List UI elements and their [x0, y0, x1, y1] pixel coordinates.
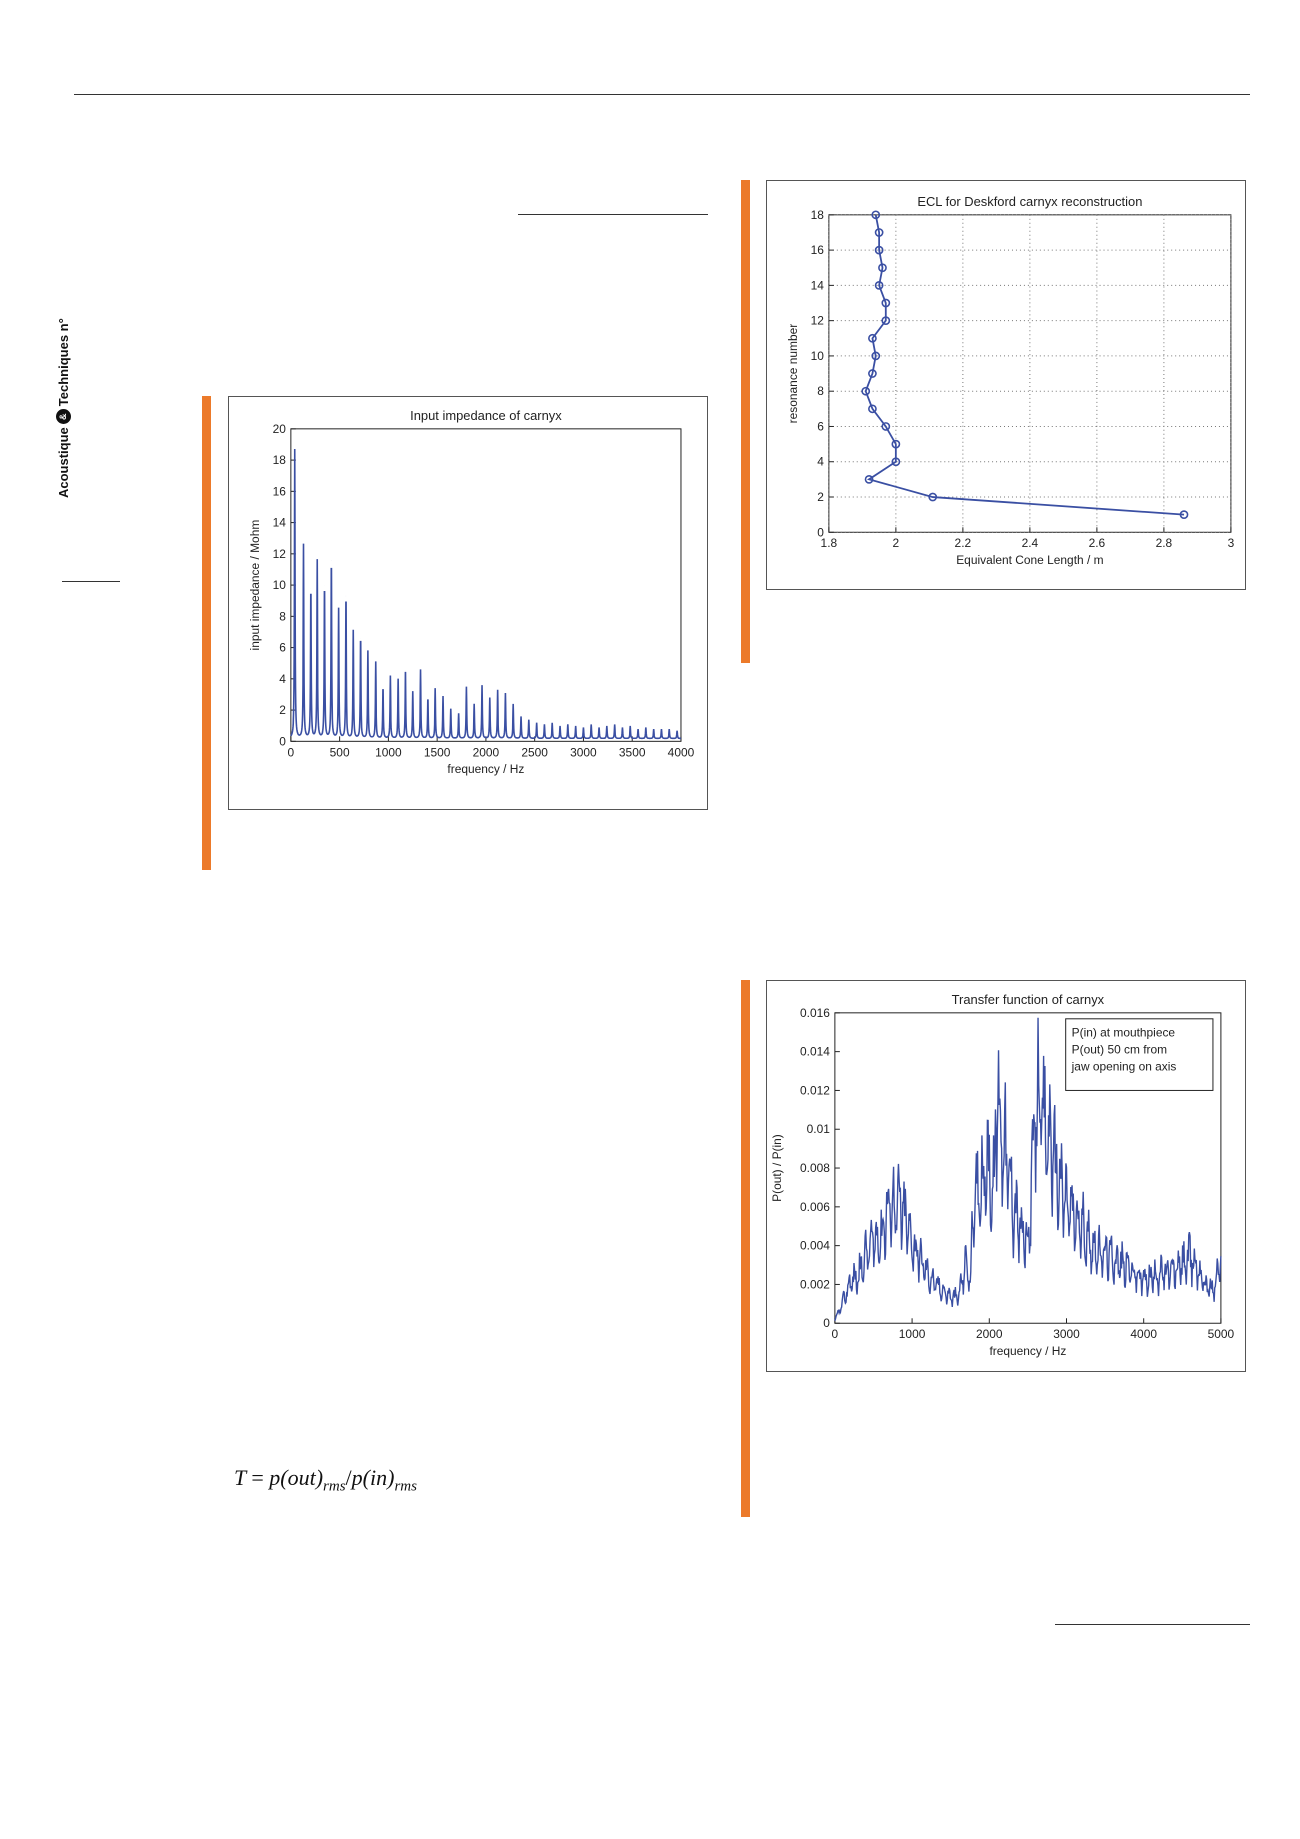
y-tick-label: 16 [810, 243, 824, 258]
brand-text-acoustique: Acoustique [55, 427, 71, 498]
legend-line: P(out) 50 cm from [1071, 1042, 1168, 1057]
y-tick-label: 8 [279, 609, 286, 624]
x-tick-label: 3500 [618, 745, 646, 760]
y-tick-label: 0.004 [800, 1238, 830, 1253]
x-tick-label: 0 [831, 1327, 839, 1342]
y-tick-label: 4 [279, 671, 286, 686]
x-tick-label: 2000 [472, 745, 500, 760]
y-tick-label: 0.01 [806, 1122, 830, 1137]
x-tick-label: 1000 [375, 745, 402, 760]
x-tick-label: 3000 [1053, 1327, 1080, 1342]
eq-numerator: p(out) [269, 1465, 324, 1490]
y-tick-label: 0 [823, 1316, 830, 1331]
y-tick-label: 16 [272, 484, 286, 499]
eq-den-sub: rms [394, 1478, 417, 1495]
y-tick-label: 4 [817, 454, 824, 469]
equation-transfer [234, 1465, 417, 1495]
x-axis-label: frequency / Hz [447, 762, 525, 777]
section-rule-bottom [1055, 1624, 1250, 1625]
y-tick-label: 0 [279, 734, 286, 749]
y-tick-label: 0.002 [800, 1277, 830, 1292]
accent-bar-fig1 [202, 396, 211, 870]
eq-num-sub: rms [323, 1478, 346, 1495]
chart-title: ECL for Deskford carnyx reconstruction [917, 193, 1143, 209]
x-axis-label: frequency / Hz [989, 1344, 1067, 1359]
chart-title: Transfer function of carnyx [951, 991, 1105, 1007]
figure-transfer [766, 980, 1246, 1372]
y-tick-label: 2 [817, 489, 824, 504]
x-tick-label: 2.6 [1088, 536, 1106, 551]
side-rule [62, 581, 120, 582]
impedance-chart [229, 397, 707, 809]
x-tick-label: 4000 [1130, 1327, 1157, 1342]
x-tick-label: 2.2 [954, 536, 972, 551]
y-tick-label: 0.008 [800, 1161, 830, 1176]
legend-line: jaw opening on axis [1071, 1059, 1177, 1074]
y-tick-label: 0.014 [800, 1044, 830, 1059]
transfer-chart [767, 981, 1245, 1371]
y-tick-label: 0.012 [800, 1083, 830, 1098]
chart-title: Input impedance of carnyx [410, 407, 562, 423]
plot-frame [291, 429, 681, 741]
y-tick-label: 12 [272, 546, 286, 561]
eq-denominator: p(in) [351, 1465, 395, 1490]
x-axis-label: Equivalent Cone Length / m [956, 553, 1104, 568]
section-rule-top [518, 214, 708, 215]
y-tick-label: 14 [810, 278, 824, 293]
y-tick-label: 14 [272, 515, 286, 530]
y-tick-label: 0.006 [800, 1199, 830, 1214]
y-tick-label: 10 [272, 578, 286, 593]
y-axis-label: resonance number [786, 323, 801, 424]
brand-text-techniques: Techniques n° [55, 318, 71, 407]
x-tick-label: 3000 [570, 745, 597, 760]
x-tick-label: 1.8 [820, 536, 838, 551]
y-tick-label: 18 [810, 207, 824, 222]
x-tick-label: 2000 [976, 1327, 1003, 1342]
accent-bar-fig3 [741, 980, 750, 1517]
legend-line: P(in) at mouthpiece [1071, 1025, 1176, 1040]
y-tick-label: 18 [272, 453, 286, 468]
figure-ecl [766, 180, 1246, 590]
y-axis-label: input impedance / Mohm [248, 519, 263, 651]
x-tick-label: 3 [1227, 536, 1235, 551]
x-tick-label: 2500 [521, 745, 548, 760]
x-tick-label: 2.4 [1021, 536, 1039, 551]
impedance-series-line [291, 449, 681, 738]
y-tick-label: 6 [279, 640, 286, 655]
y-tick-label: 12 [810, 313, 824, 328]
eq-slash: / [345, 1465, 352, 1490]
x-tick-label: 1000 [898, 1327, 926, 1342]
x-tick-label: 0 [287, 745, 295, 760]
figure-impedance [228, 396, 708, 810]
x-tick-label: 2 [892, 536, 900, 551]
eq-lhs: T [234, 1465, 246, 1490]
header-rule [74, 94, 1250, 95]
y-tick-label: 0 [817, 525, 824, 540]
y-tick-label: 10 [810, 348, 824, 363]
eq-equals: = [251, 1465, 264, 1490]
x-tick-label: 1500 [423, 745, 451, 760]
y-tick-label: 0.016 [800, 1005, 830, 1020]
side-brand [52, 238, 74, 498]
ecl-chart [767, 181, 1245, 589]
x-tick-label: 5000 [1207, 1327, 1235, 1342]
y-tick-label: 2 [279, 703, 286, 718]
brand-logo-icon: & [56, 409, 71, 424]
x-tick-label: 500 [329, 745, 350, 760]
accent-bar-fig2 [741, 180, 750, 663]
y-tick-label: 20 [272, 421, 286, 436]
ecl-series-line [866, 215, 1184, 515]
x-tick-label: 2.8 [1155, 536, 1173, 551]
y-tick-label: 6 [817, 419, 824, 434]
x-tick-label: 4000 [667, 745, 695, 760]
y-tick-label: 8 [817, 384, 824, 399]
y-axis-label: P(out) / P(in) [770, 1134, 785, 1202]
